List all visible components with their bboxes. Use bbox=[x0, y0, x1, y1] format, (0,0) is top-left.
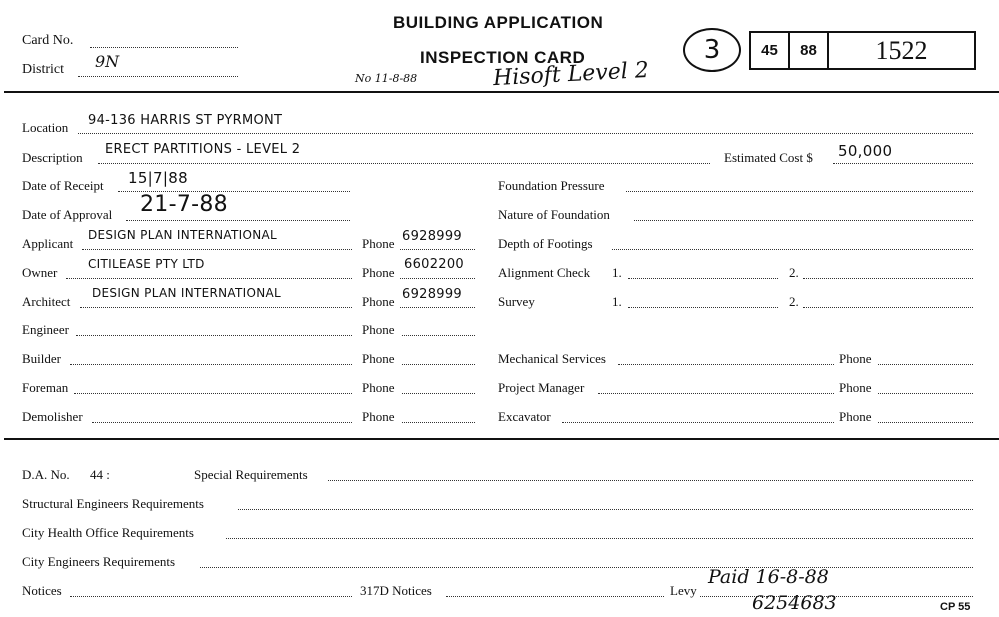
notices-label: Notices bbox=[22, 583, 62, 598]
mechanical-phone-label: Phone bbox=[839, 351, 872, 366]
estimated-cost-value: 50,000 bbox=[838, 142, 893, 160]
applicant-value: DESIGN PLAN INTERNATIONAL bbox=[88, 228, 277, 242]
alignment-check-1: 1. bbox=[612, 265, 622, 280]
applicant-phone-field[interactable] bbox=[400, 249, 475, 250]
foundation-pressure-field[interactable] bbox=[626, 191, 973, 192]
survey-1-field[interactable] bbox=[628, 307, 778, 308]
architect-label: Architect bbox=[22, 294, 71, 309]
notices-field[interactable] bbox=[70, 596, 352, 597]
builder-label: Builder bbox=[22, 351, 61, 366]
location-value: 94-136 HARRIS ST PYRMONT bbox=[88, 113, 283, 128]
owner-phone-label: Phone bbox=[362, 265, 395, 280]
note-number: No 11-8-88 bbox=[355, 72, 418, 85]
survey-2-field[interactable] bbox=[803, 307, 973, 308]
architect-value: DESIGN PLAN INTERNATIONAL bbox=[92, 286, 281, 300]
survey-label: Survey bbox=[498, 294, 535, 309]
owner-field[interactable] bbox=[66, 278, 352, 279]
project-manager-field[interactable] bbox=[598, 393, 834, 394]
city-eng-req-label: City Engineers Requirements bbox=[22, 554, 176, 569]
location-label: Location bbox=[22, 120, 69, 135]
city-eng-req-field[interactable] bbox=[200, 567, 973, 568]
header-divider bbox=[4, 91, 999, 93]
demolisher-phone-field[interactable] bbox=[402, 422, 475, 423]
builder-phone-label: Phone bbox=[362, 351, 395, 366]
nature-foundation-field[interactable] bbox=[634, 220, 973, 221]
engineer-field[interactable] bbox=[76, 335, 352, 336]
card-no-label: Card No. bbox=[22, 33, 74, 48]
nature-foundation-label: Nature of Foundation bbox=[498, 207, 610, 222]
survey-1: 1. bbox=[612, 294, 622, 309]
builder-field[interactable] bbox=[70, 364, 352, 365]
alignment-check-1-field[interactable] bbox=[628, 278, 778, 279]
engineer-label: Engineer bbox=[22, 322, 69, 337]
demolisher-label: Demolisher bbox=[22, 409, 83, 424]
owner-label: Owner bbox=[22, 265, 58, 280]
excavator-field[interactable] bbox=[562, 422, 834, 423]
circled-number-value: 3 bbox=[703, 35, 721, 65]
description-field[interactable] bbox=[98, 163, 710, 164]
alignment-check-label: Alignment Check bbox=[498, 265, 591, 280]
note-hisoft: Hisoft Level 2 bbox=[492, 57, 650, 92]
card-no-field[interactable] bbox=[90, 47, 238, 48]
alignment-check-2: 2. bbox=[789, 265, 799, 280]
date-approval-label: Date of Approval bbox=[22, 207, 113, 222]
builder-phone-field[interactable] bbox=[402, 364, 475, 365]
applicant-label: Applicant bbox=[22, 236, 74, 251]
mechanical-phone-field[interactable] bbox=[878, 364, 973, 365]
applicant-phone-value: 6928999 bbox=[402, 229, 462, 244]
notices-317d-label: 317D Notices bbox=[360, 583, 432, 598]
project-manager-phone-field[interactable] bbox=[878, 393, 973, 394]
excavator-label: Excavator bbox=[498, 409, 551, 424]
engineer-phone-field[interactable] bbox=[402, 335, 475, 336]
description-value: ERECT PARTITIONS - LEVEL 2 bbox=[105, 142, 301, 157]
date-receipt-value: 15|7|88 bbox=[128, 169, 188, 187]
mechanical-field[interactable] bbox=[618, 364, 834, 365]
receipt-number: 6254683 bbox=[752, 592, 837, 614]
da-no-label: D.A. No. bbox=[22, 467, 70, 482]
form-code: CP 55 bbox=[940, 601, 971, 613]
structural-req-label: Structural Engineers Requirements bbox=[22, 496, 204, 511]
foreman-field[interactable] bbox=[74, 393, 352, 394]
levy-label: Levy bbox=[670, 583, 697, 598]
da-no-value: 44 : bbox=[90, 467, 110, 482]
health-req-label: City Health Office Requirements bbox=[22, 525, 194, 540]
district-value: 9N bbox=[95, 52, 120, 71]
architect-phone-label: Phone bbox=[362, 294, 395, 309]
engineer-phone-label: Phone bbox=[362, 322, 395, 337]
box-88: 88 bbox=[788, 31, 829, 70]
special-req-label: Special Requirements bbox=[194, 467, 308, 482]
date-receipt-label: Date of Receipt bbox=[22, 178, 104, 193]
foreman-phone-label: Phone bbox=[362, 380, 395, 395]
depth-footings-field[interactable] bbox=[612, 249, 973, 250]
applicant-field[interactable] bbox=[82, 249, 352, 250]
circled-number bbox=[683, 28, 741, 72]
date-approval-field[interactable] bbox=[126, 220, 350, 221]
demolisher-field[interactable] bbox=[92, 422, 352, 423]
architect-field[interactable] bbox=[80, 307, 352, 308]
excavator-phone-field[interactable] bbox=[878, 422, 973, 423]
box-45: 45 bbox=[749, 31, 790, 70]
architect-phone-field[interactable] bbox=[400, 307, 475, 308]
owner-phone-field[interactable] bbox=[400, 278, 475, 279]
district-label: District bbox=[22, 62, 64, 77]
notices-317d-field[interactable] bbox=[446, 596, 664, 597]
foreman-label: Foreman bbox=[22, 380, 69, 395]
applicant-phone-label: Phone bbox=[362, 236, 395, 251]
description-label: Description bbox=[22, 150, 83, 165]
structural-req-field[interactable] bbox=[238, 509, 973, 510]
demolisher-phone-label: Phone bbox=[362, 409, 395, 424]
excavator-phone-label: Phone bbox=[839, 409, 872, 424]
form-title: BUILDING APPLICATION bbox=[393, 13, 604, 32]
district-field[interactable] bbox=[78, 76, 238, 77]
survey-2: 2. bbox=[789, 294, 799, 309]
owner-phone-value: 6602200 bbox=[404, 257, 464, 272]
card-number-box: 1522 bbox=[827, 31, 976, 70]
location-field[interactable] bbox=[78, 133, 973, 134]
foundation-pressure-label: Foundation Pressure bbox=[498, 178, 605, 193]
foreman-phone-field[interactable] bbox=[402, 393, 475, 394]
estimated-cost-label: Estimated Cost $ bbox=[724, 150, 813, 165]
middle-divider bbox=[4, 438, 999, 440]
levy-value: Paid 16-8-88 bbox=[708, 566, 829, 588]
special-req-field[interactable] bbox=[328, 480, 973, 481]
depth-footings-label: Depth of Footings bbox=[498, 236, 593, 251]
project-manager-label: Project Manager bbox=[498, 380, 585, 395]
alignment-check-2-field[interactable] bbox=[803, 278, 973, 279]
date-approval-value: 21-7-88 bbox=[140, 192, 228, 217]
form-subtitle: INSPECTION CARD bbox=[420, 48, 586, 67]
owner-value: CITILEASE PTY LTD bbox=[88, 257, 205, 271]
mechanical-label: Mechanical Services bbox=[498, 351, 606, 366]
architect-phone-value: 6928999 bbox=[402, 287, 462, 302]
estimated-cost-field[interactable] bbox=[833, 163, 973, 164]
project-manager-phone-label: Phone bbox=[839, 380, 872, 395]
health-req-field[interactable] bbox=[226, 538, 973, 539]
